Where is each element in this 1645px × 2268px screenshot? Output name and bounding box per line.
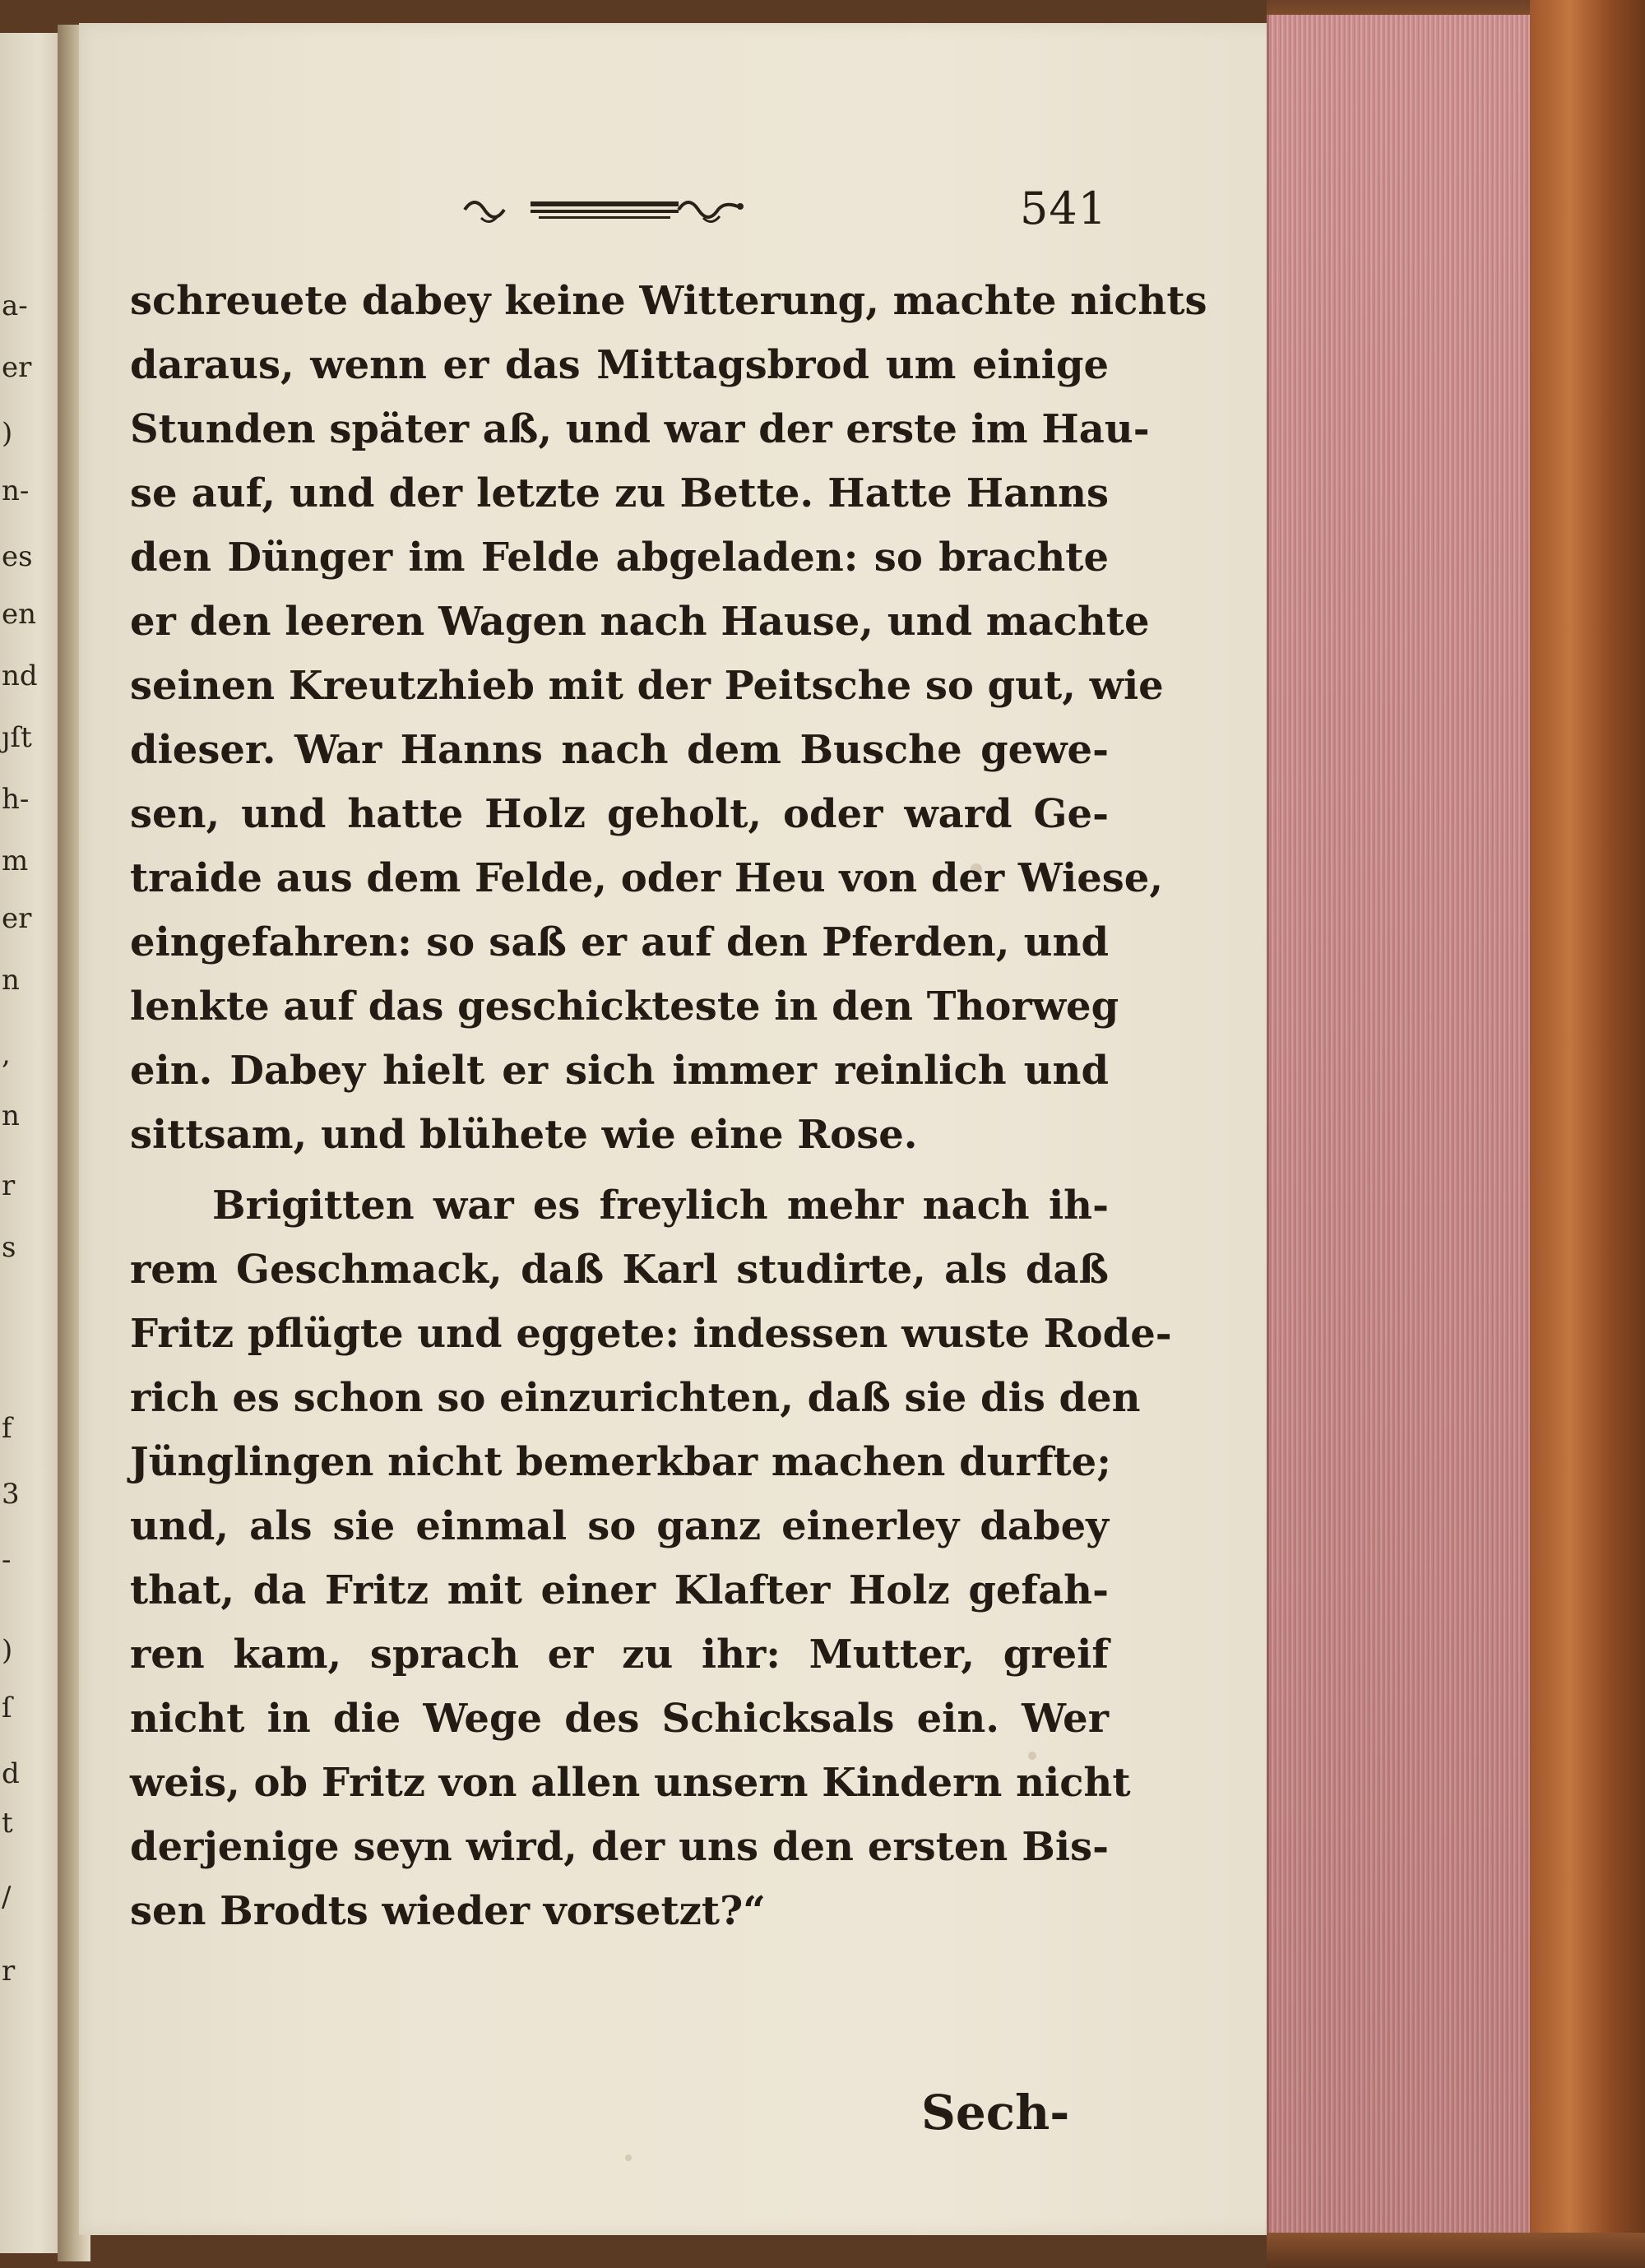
previous-page-fragment: / [2,1881,12,1914]
catchword: Sech- [921,2085,1070,2141]
previous-page-fragment: m [2,845,29,877]
previous-page-fragment: nd [2,660,38,692]
text-line: Brigitten war es freylich mehr nach ih- [212,1183,1109,1229]
text-line: traide aus dem Felde, oder Heu von der Wiese, [130,855,1164,901]
text-line: sen Brodts wieder vorsetzt?“ [130,1888,766,1934]
previous-page-fragment: 3 [2,1478,20,1511]
text-line: ein. Dabey hielt er sich immer reinlich und [130,1048,1109,1094]
page-edges-shading [1267,15,1538,2239]
previous-page-fragment: f [2,1412,12,1445]
text-line: Fritz pflügte und eggete: indessen wuste Rode- [130,1311,1172,1357]
text-line: lenkte auf das geschickteste in den Thorweg [130,984,1119,1030]
text-line: daraus, wenn er das Mittagsbrod um einige [130,342,1109,388]
previous-page-fragment: t [2,1807,13,1840]
previous-page-fragment: r [2,1955,16,1988]
previous-page-fragment: er [2,902,32,935]
previous-page-fragment: n [2,1099,20,1132]
text-line: Stunden später aß, und war der erste im Hau- [130,406,1150,452]
text-line: schreuete dabey keine Witterung, machte nichts [130,278,1207,324]
text-line: seinen Kreutzhieb mit der Peitsche so gut, wie [130,663,1164,709]
paper-stain [625,2155,632,2161]
text-line: nicht in die Wege des Schicksals ein. Wer [130,1696,1109,1742]
previous-page-fragment: a- [2,289,28,322]
previous-page-fragment: d [2,1757,20,1790]
previous-page-fragment: , [2,1038,11,1071]
previous-page-fragment: n [2,964,20,997]
text-line: weis, ob Fritz von allen unsern Kindern nicht [130,1760,1131,1806]
previous-page-fragment: n- [2,474,30,507]
previous-page-fragment: h- [2,783,30,816]
header-ornament-icon [456,185,753,234]
text-line: sen, und hatte Holz geholt, oder ward Ge- [130,791,1109,837]
previous-page-fragment: er [2,351,32,384]
previous-page-fragment: r [2,1169,16,1202]
text-line: und, als sie einmal so ganz einerley dabey [130,1503,1109,1549]
text-line: rich es schon so einzurichten, daß sie dis den [130,1375,1141,1421]
text-line: Jünglingen nicht bemerkbar machen durfte; [130,1439,1111,1485]
previous-page-fragment: - [2,1544,12,1576]
previous-page-fragment: ȷſt [2,721,32,754]
previous-page-fragment: ſ [2,1692,12,1724]
page-number: 541 [1020,183,1108,234]
text-line: se auf, und der letzte zu Bette. Hatte Hanns [130,470,1109,516]
previous-page-fragment: en [2,598,37,631]
previous-page-fragment: es [2,540,33,573]
text-line: den Dünger im Felde abgeladen: so brachte [130,535,1109,581]
text-line: rem Geschmack, daß Karl studirte, als daß [130,1247,1109,1293]
leather-cover [1530,0,1645,2268]
text-line: sittsam, und blühete wie eine Rose. [130,1112,918,1158]
text-line: that, da Fritz mit einer Klafter Holz gefah- [130,1567,1109,1613]
text-line: ren kam, sprach er zu ihr: Mutter, greif [130,1632,1109,1678]
cover-bottom-edge [1267,2233,1645,2268]
text-line: eingefahren: so saß er auf den Pferden, und [130,919,1109,965]
text-line: er den leeren Wagen nach Hause, und machte [130,599,1150,645]
text-line: derjenige seyn wird, der uns den ersten Bis- [130,1824,1109,1870]
previous-page-fragment: ) [2,1634,13,1667]
previous-page-fragment: s [2,1231,16,1264]
text-line: dieser. War Hanns nach dem Busche gewe- [130,727,1109,773]
previous-page-fragment: ) [2,417,13,450]
